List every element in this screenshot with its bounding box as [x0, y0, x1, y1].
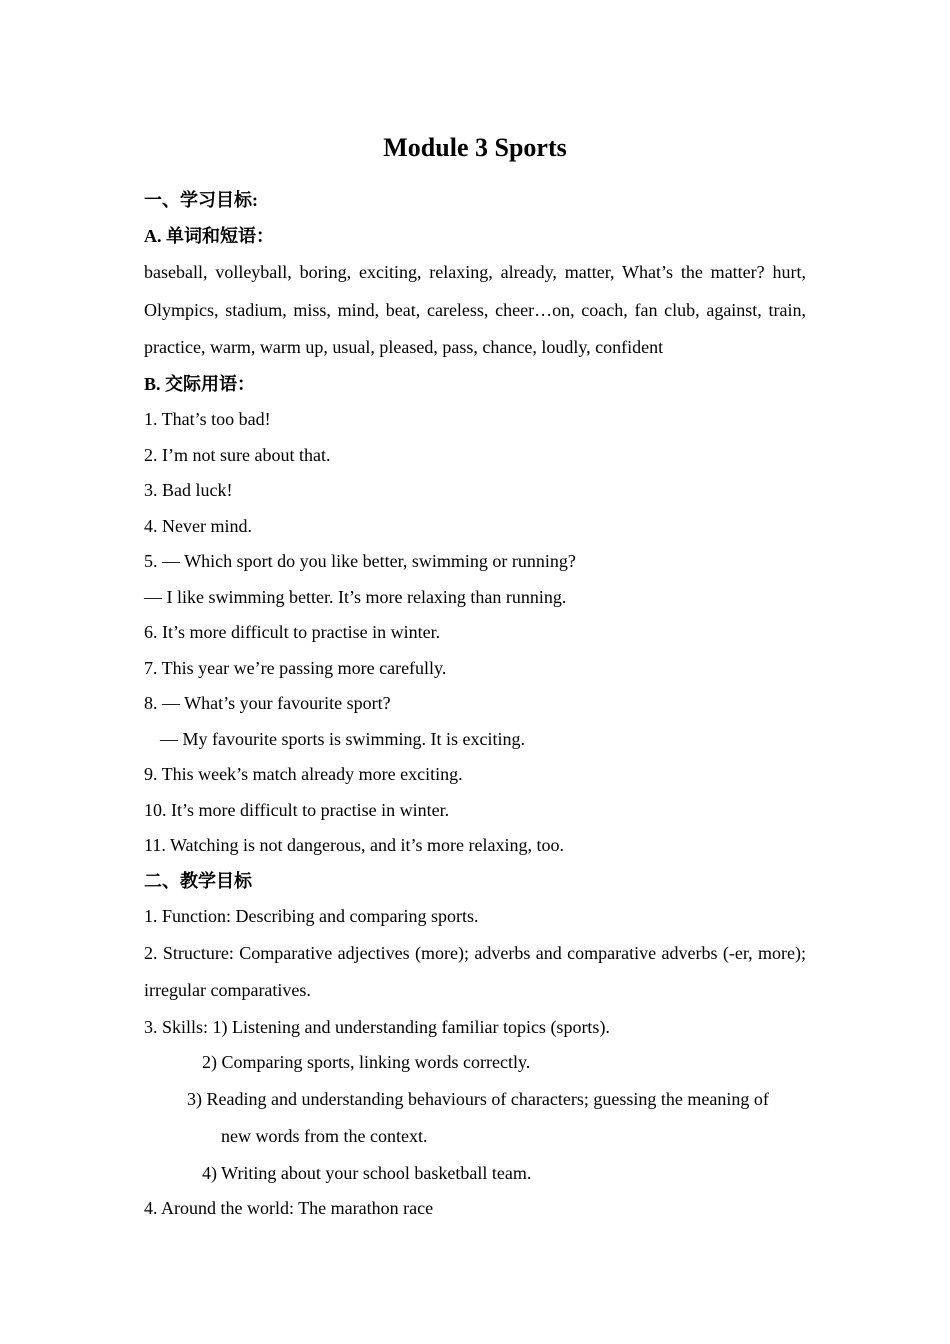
structure-goal: 2. Structure: Comparative adjectives (more); adverbs and comparative adverbs (-er, more); irregular comparatives. [144, 942, 806, 1000]
phrase-item: — I like swimming better. It’s more relaxing than running. [144, 586, 567, 607]
vocabulary-paragraph: baseball, volleyball, boring, exciting, relaxing, already, matter, What’s the matter? hurt, Olympics, stadium, miss, mind, beat, careless, cheer…on, coach, fan club, against, train, practice, warm, warm up, usual, pleased, pass, chance, loudly, confident [144, 262, 806, 357]
phrase-item: 4. Never mind. [144, 515, 252, 536]
around-world-goal: 4. Around the world: The marathon race [144, 1198, 434, 1218]
phrase-item: — My favourite sports is swimming. It is exciting. [160, 728, 525, 749]
phrase-item: 7. This year we’re passing more carefully. [144, 657, 447, 678]
phrase-item: 5. — Which sport do you like better, swimming or running? [144, 551, 576, 571]
phrase-item: 11. Watching is not dangerous, and it’s more relaxing, too. [144, 835, 564, 855]
phrase-item: 2. I’m not sure about that. [144, 444, 331, 465]
skills-goal-item: 4) Writing about your school basketball team. [202, 1162, 532, 1183]
skills-goal-item: 3) Reading and understanding behaviours of characters; guessing the meaning of [187, 1088, 769, 1109]
skills-goal: 3. Skills: 1) Listening and understanding familiar topics (sports). [144, 1016, 610, 1037]
section-2-heading: 二、教学目标 [144, 870, 252, 891]
phrase-item: 9. This week’s match already more exciting. [144, 764, 463, 784]
phrase-item: 6. It’s more difficult to practise in winter. [144, 622, 441, 642]
phrase-item: 3. Bad luck! [144, 480, 233, 500]
phrase-item: 8. — What’s your favourite sport? [144, 693, 391, 713]
part-a-heading: A. 单词和短语： [144, 225, 274, 246]
part-b-heading: B. 交际用语： [144, 373, 256, 394]
skills-goal-item: 2) Comparing sports, linking words correctly. [202, 1052, 531, 1072]
section-1-heading: 一、学习目标: [144, 190, 258, 210]
phrase-item: 10. It’s more difficult to practise in winter. [144, 799, 450, 820]
page-title: Module 3 Sports [383, 133, 567, 162]
document-body [144, 183, 806, 1227]
phrase-item: 1. That’s too bad! [144, 409, 271, 429]
skills-goal-item: new words from the context. [221, 1126, 428, 1146]
function-goal: 1. Function: Describing and comparing sports. [144, 906, 479, 926]
